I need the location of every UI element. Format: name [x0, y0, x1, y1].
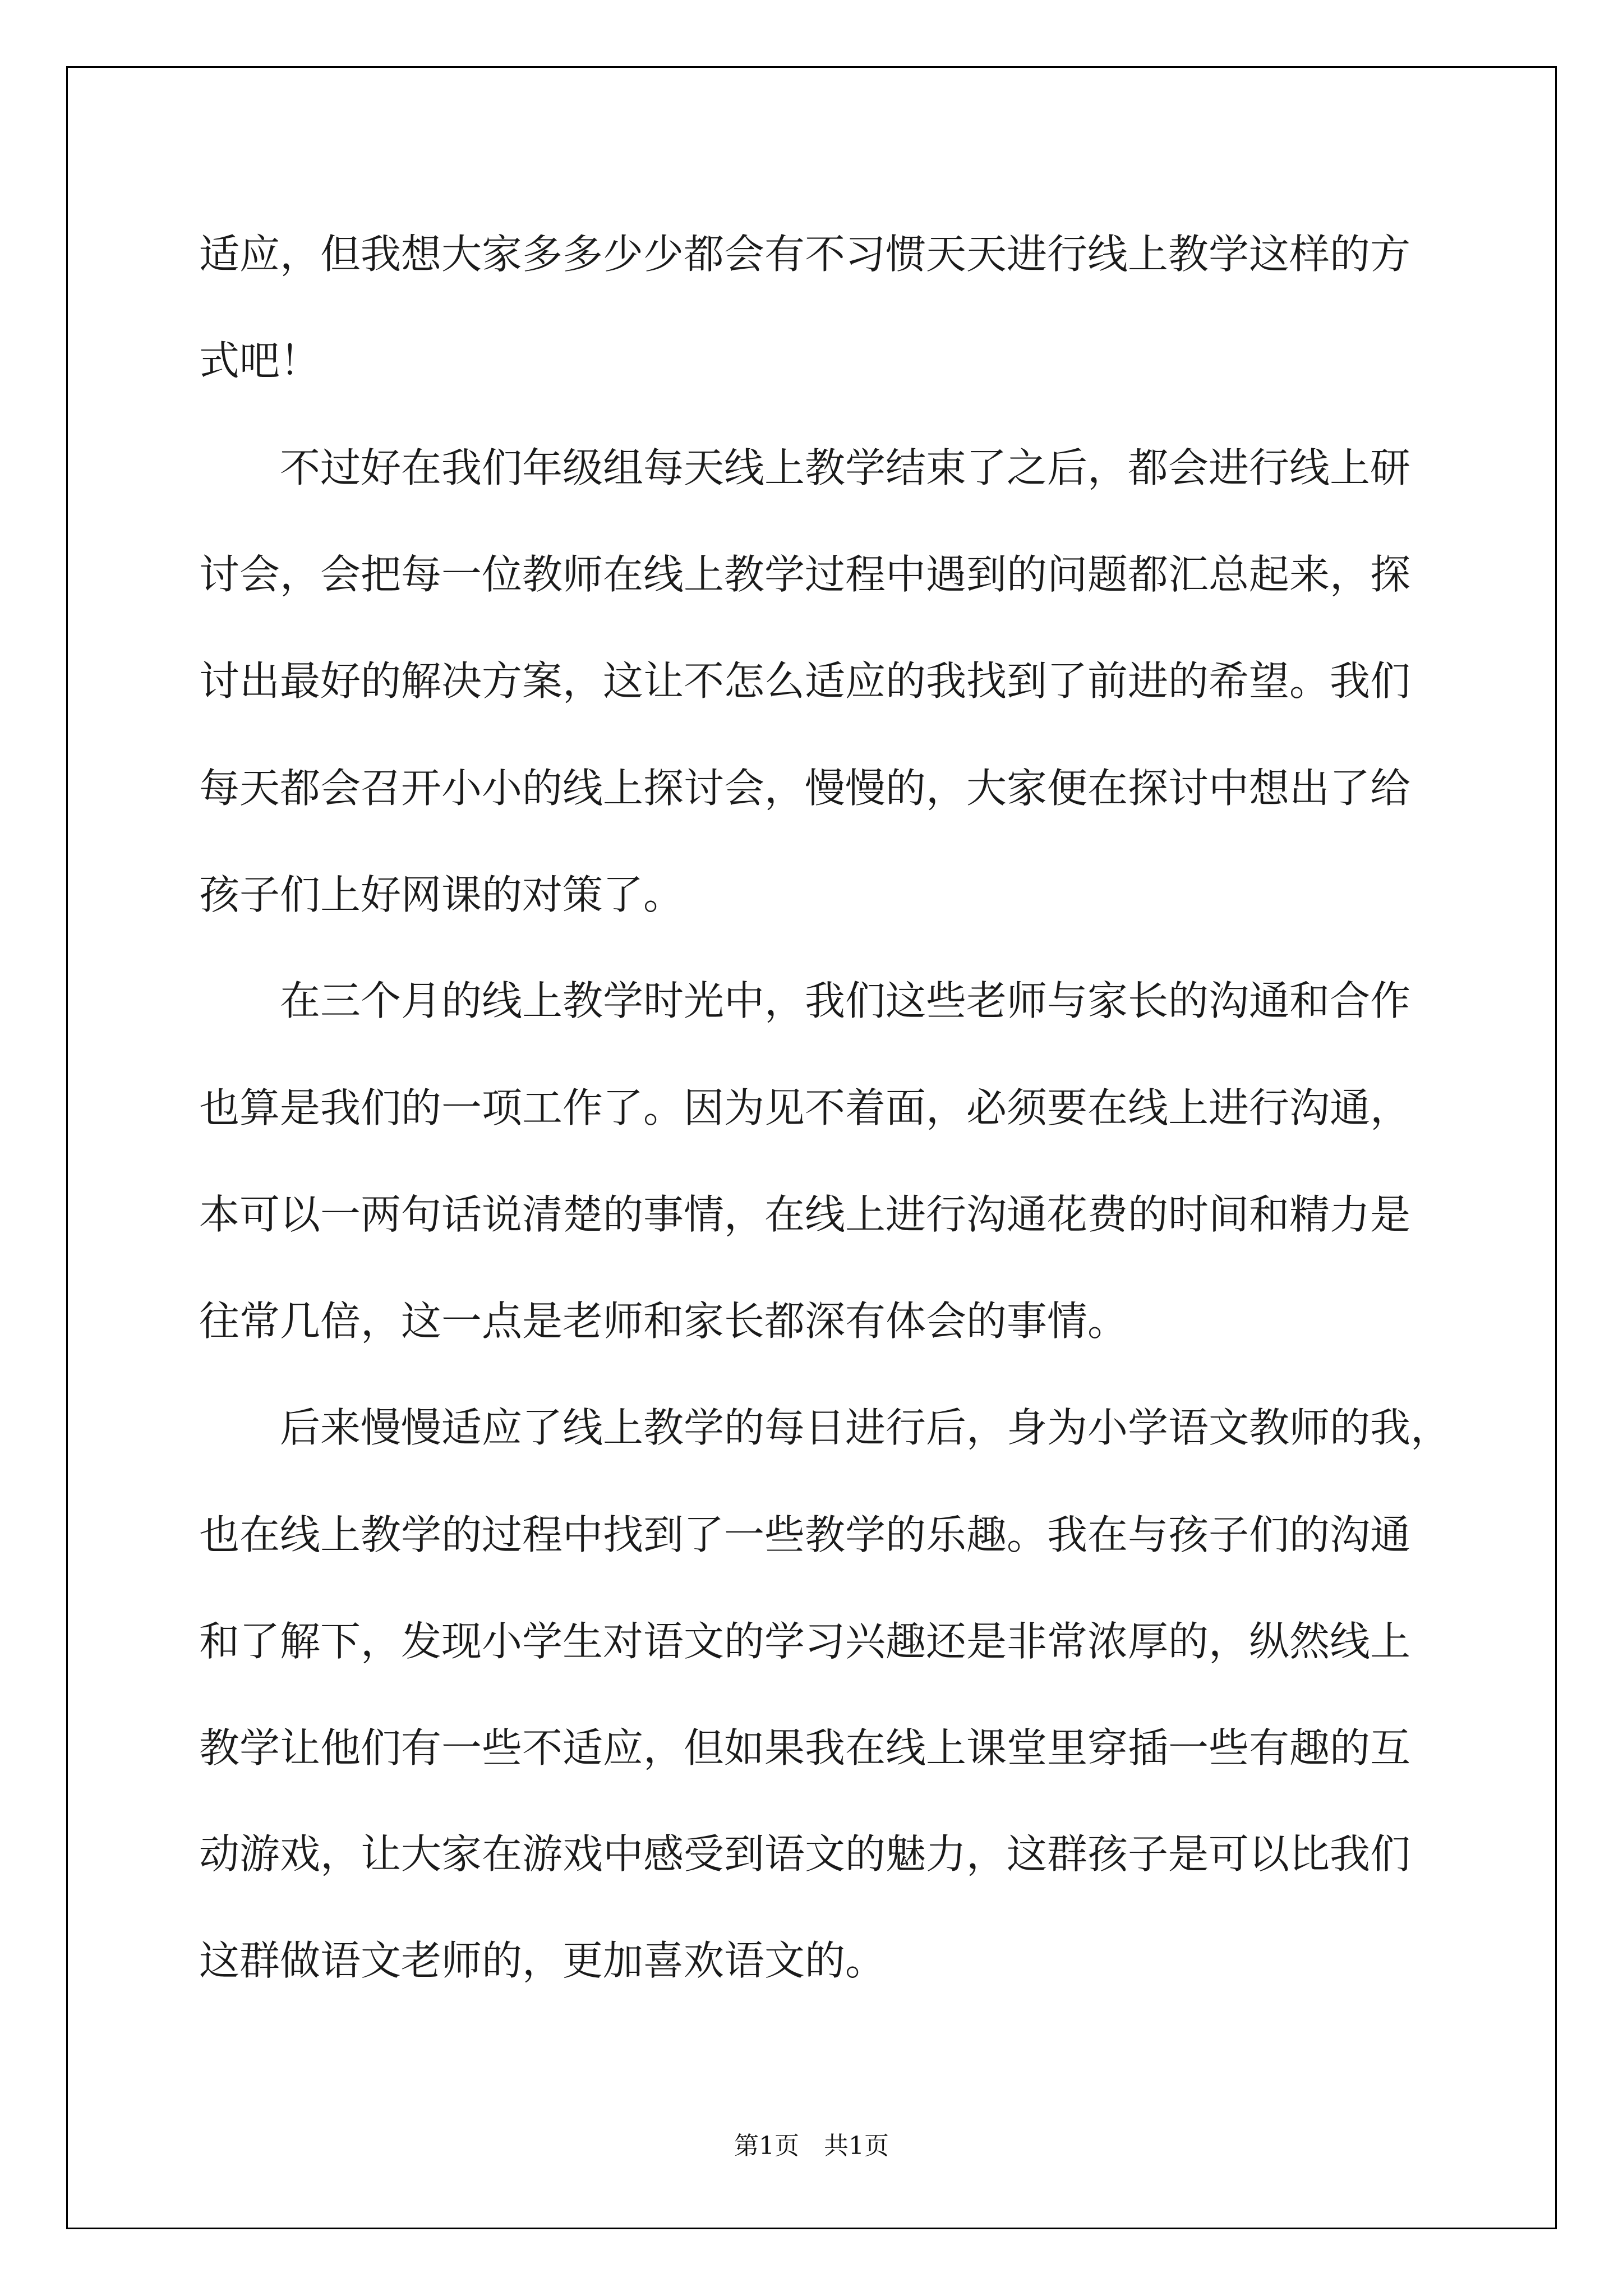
- text-line: 本可以一两句话说清楚的事情，在线上进行沟通花费的时间和精力是: [199, 1191, 1411, 1238]
- text-line: 适应，但我想大家多多少少都会有不习惯天天进行线上教学这样的方: [199, 231, 1411, 278]
- text-line: 后来慢慢适应了线上教学的每日进行后，身为小学语文教师的我，: [199, 1404, 1451, 1451]
- text-line: 在三个月的线上教学时光中，我们这些老师与家长的沟通和合作: [199, 977, 1411, 1024]
- page-number-footer: 第1页 共1页: [734, 2132, 889, 2160]
- text-line: 往常几倍，这一点是老师和家长都深有体会的事情。: [199, 1297, 1128, 1345]
- text-line: 也算是我们的一项工作了。因为见不着面，必须要在线上进行沟通，: [199, 1084, 1411, 1131]
- page-border: [66, 66, 1557, 2229]
- text-line: 孩子们上好网课的对策了。: [199, 871, 684, 918]
- text-line: 也在线上教学的过程中找到了一些教学的乐趣。我在与孩子们的沟通: [199, 1511, 1411, 1558]
- text-line: 每天都会召开小小的线上探讨会，慢慢的，大家便在探讨中想出了给: [199, 765, 1411, 812]
- text-line: 动游戏，让大家在游戏中感受到语文的魅力，这群孩子是可以比我们: [199, 1830, 1411, 1878]
- text-line: 式吧！: [199, 337, 321, 384]
- text-line: 讨出最好的解决方案，这让不怎么适应的我找到了前进的希望。我们: [199, 657, 1411, 705]
- text-line: 不过好在我们年级组每天线上教学结束了之后，都会进行线上研: [199, 444, 1411, 491]
- text-line: 这群做语文老师的，更加喜欢语文的。: [199, 1937, 886, 1984]
- text-line: 教学让他们有一些不适应，但如果我在线上课堂里穿插一些有趣的互: [199, 1724, 1411, 1772]
- text-line: 讨会，会把每一位教师在线上教学过程中遇到的问题都汇总起来，探: [199, 551, 1411, 598]
- text-line: 和了解下，发现小学生对语文的学习兴趣还是非常浓厚的，纵然线上: [199, 1618, 1411, 1665]
